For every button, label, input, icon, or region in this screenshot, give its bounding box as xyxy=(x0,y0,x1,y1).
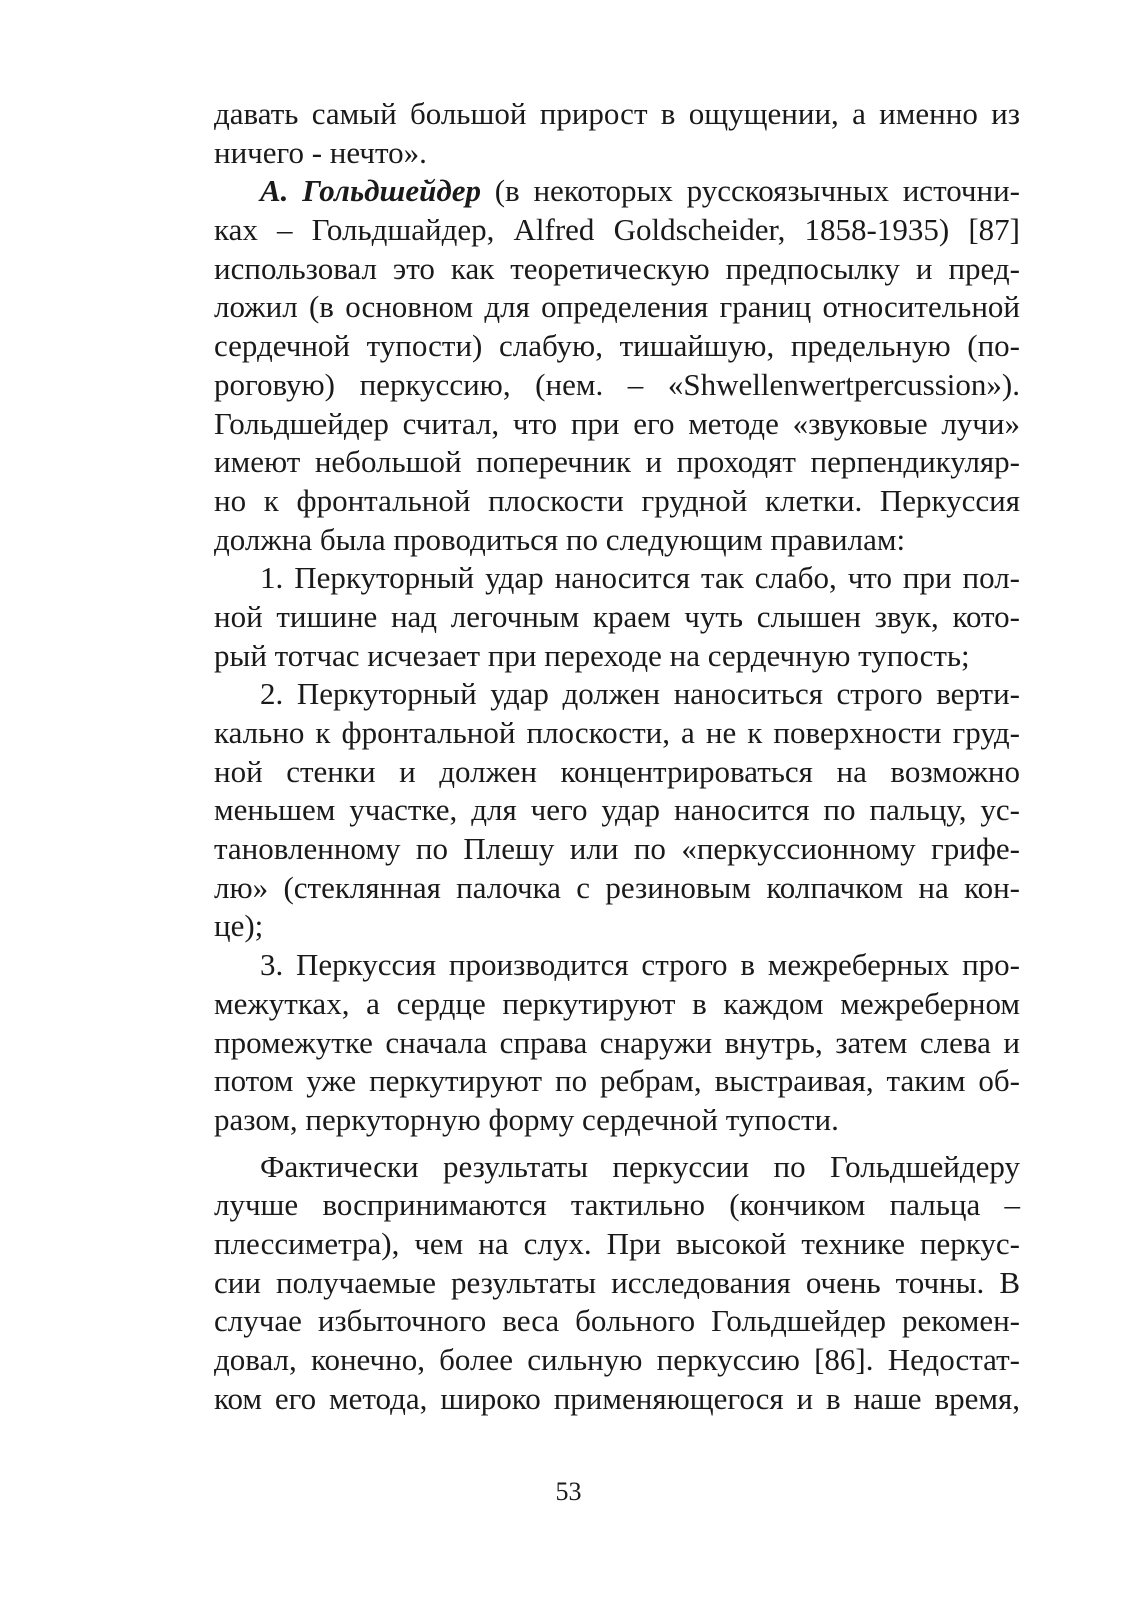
author-name: А. Гольдшейдер xyxy=(260,173,481,209)
text-line: но к фронтальной плоскости грудной клетки. Перкуссия xyxy=(214,482,1020,518)
text-line: давать самый большой прирост в ощущении, а именно из xyxy=(214,96,1020,131)
text-line: меньшем участке, для чего удар наносится по пальцу, ус- xyxy=(214,792,1020,828)
body-text xyxy=(214,95,1020,1418)
paragraph-start-line: Фактически результаты перкуссии по Гольдшейдеру xyxy=(260,1148,1020,1184)
text-line: использовал это как теоретическую предпосылку и пред- xyxy=(214,250,1020,286)
text-line: имеют небольшой поперечник и проходят перпендикуляр- xyxy=(214,444,1020,480)
text-line: лю» (стеклянная палочка с резиновым колпачком на кон- xyxy=(214,869,1020,905)
text-fragment: (в некоторых русскоязычных источни- xyxy=(480,173,1021,209)
text-line: ной тишине над легочным краем чуть слышен звук, кото- xyxy=(214,598,1020,634)
text-line: це); xyxy=(214,908,264,944)
text-line: рый тотчас исчезает при переходе на сердечную тупость; xyxy=(214,637,970,673)
list-item-1-line: 1. Перкуторный удар наносится так слабо, что при пол- xyxy=(260,560,1020,596)
text-line: ной стенки и должен концентрироваться на возможно xyxy=(214,753,1020,789)
text-line: ком его метода, широко применяющегося и в наше время, xyxy=(214,1380,1020,1416)
text-line: ничего - нечто». xyxy=(214,134,427,170)
list-item-3-line: 3. Перкуссия производится строго в межреберных про- xyxy=(260,947,1020,983)
text-line: случае избыточного веса больного Гольдшейдер рекомен- xyxy=(214,1303,1020,1339)
text-line: плессиметра), чем на слух. При высокой технике перкус- xyxy=(214,1225,1020,1261)
list-item-2-line: 2. Перкуторный удар должен наноситься строго верти- xyxy=(260,676,1020,712)
text-line: роговую) перкуссию, (нем. – «Shwellenwertpercussion»). xyxy=(214,366,1020,402)
text-line: сии получаемые результаты исследования очень точны. В xyxy=(214,1264,1020,1300)
page-number: 53 xyxy=(555,1477,582,1506)
text-line: лучше воспринимаются тактильно (кончиком пальца – xyxy=(214,1187,1020,1223)
text-line: кально к фронтальной плоскости, а не к поверхности груд- xyxy=(214,715,1020,750)
text-line: промежутке сначала справа снаружи внутрь, затем слева и xyxy=(214,1024,1020,1060)
paragraph-start-line xyxy=(214,172,1020,211)
text-line: сердечной тупости) слабую, тишайшую, предельную (по- xyxy=(214,328,1020,364)
text-line: потом уже перкутируют по ребрам, выстраивая, таким об- xyxy=(214,1063,1020,1099)
text-line: Гольдшейдер считал, что при его методе «звуковые лучи» xyxy=(214,405,1020,441)
text-line: должна была проводиться по следующим правилам: xyxy=(214,521,906,557)
text-line: тановленному по Плешу или по «перкуссионному грифе- xyxy=(214,831,1020,867)
text-line: ложил (в основном для определения границ относительной xyxy=(214,289,1020,325)
text-line: разом, перкуторную форму сердечной тупости. xyxy=(214,1101,839,1137)
text-line: довал, конечно, более сильную перкуссию [86]. Недостат- xyxy=(214,1342,1020,1377)
text-line: межутках, а сердце перкутируют в каждом межреберном xyxy=(214,985,1020,1021)
text-line: ках – Гольдшайдер, Alfred Goldscheider, 1858-1935) [87] xyxy=(214,212,1020,248)
